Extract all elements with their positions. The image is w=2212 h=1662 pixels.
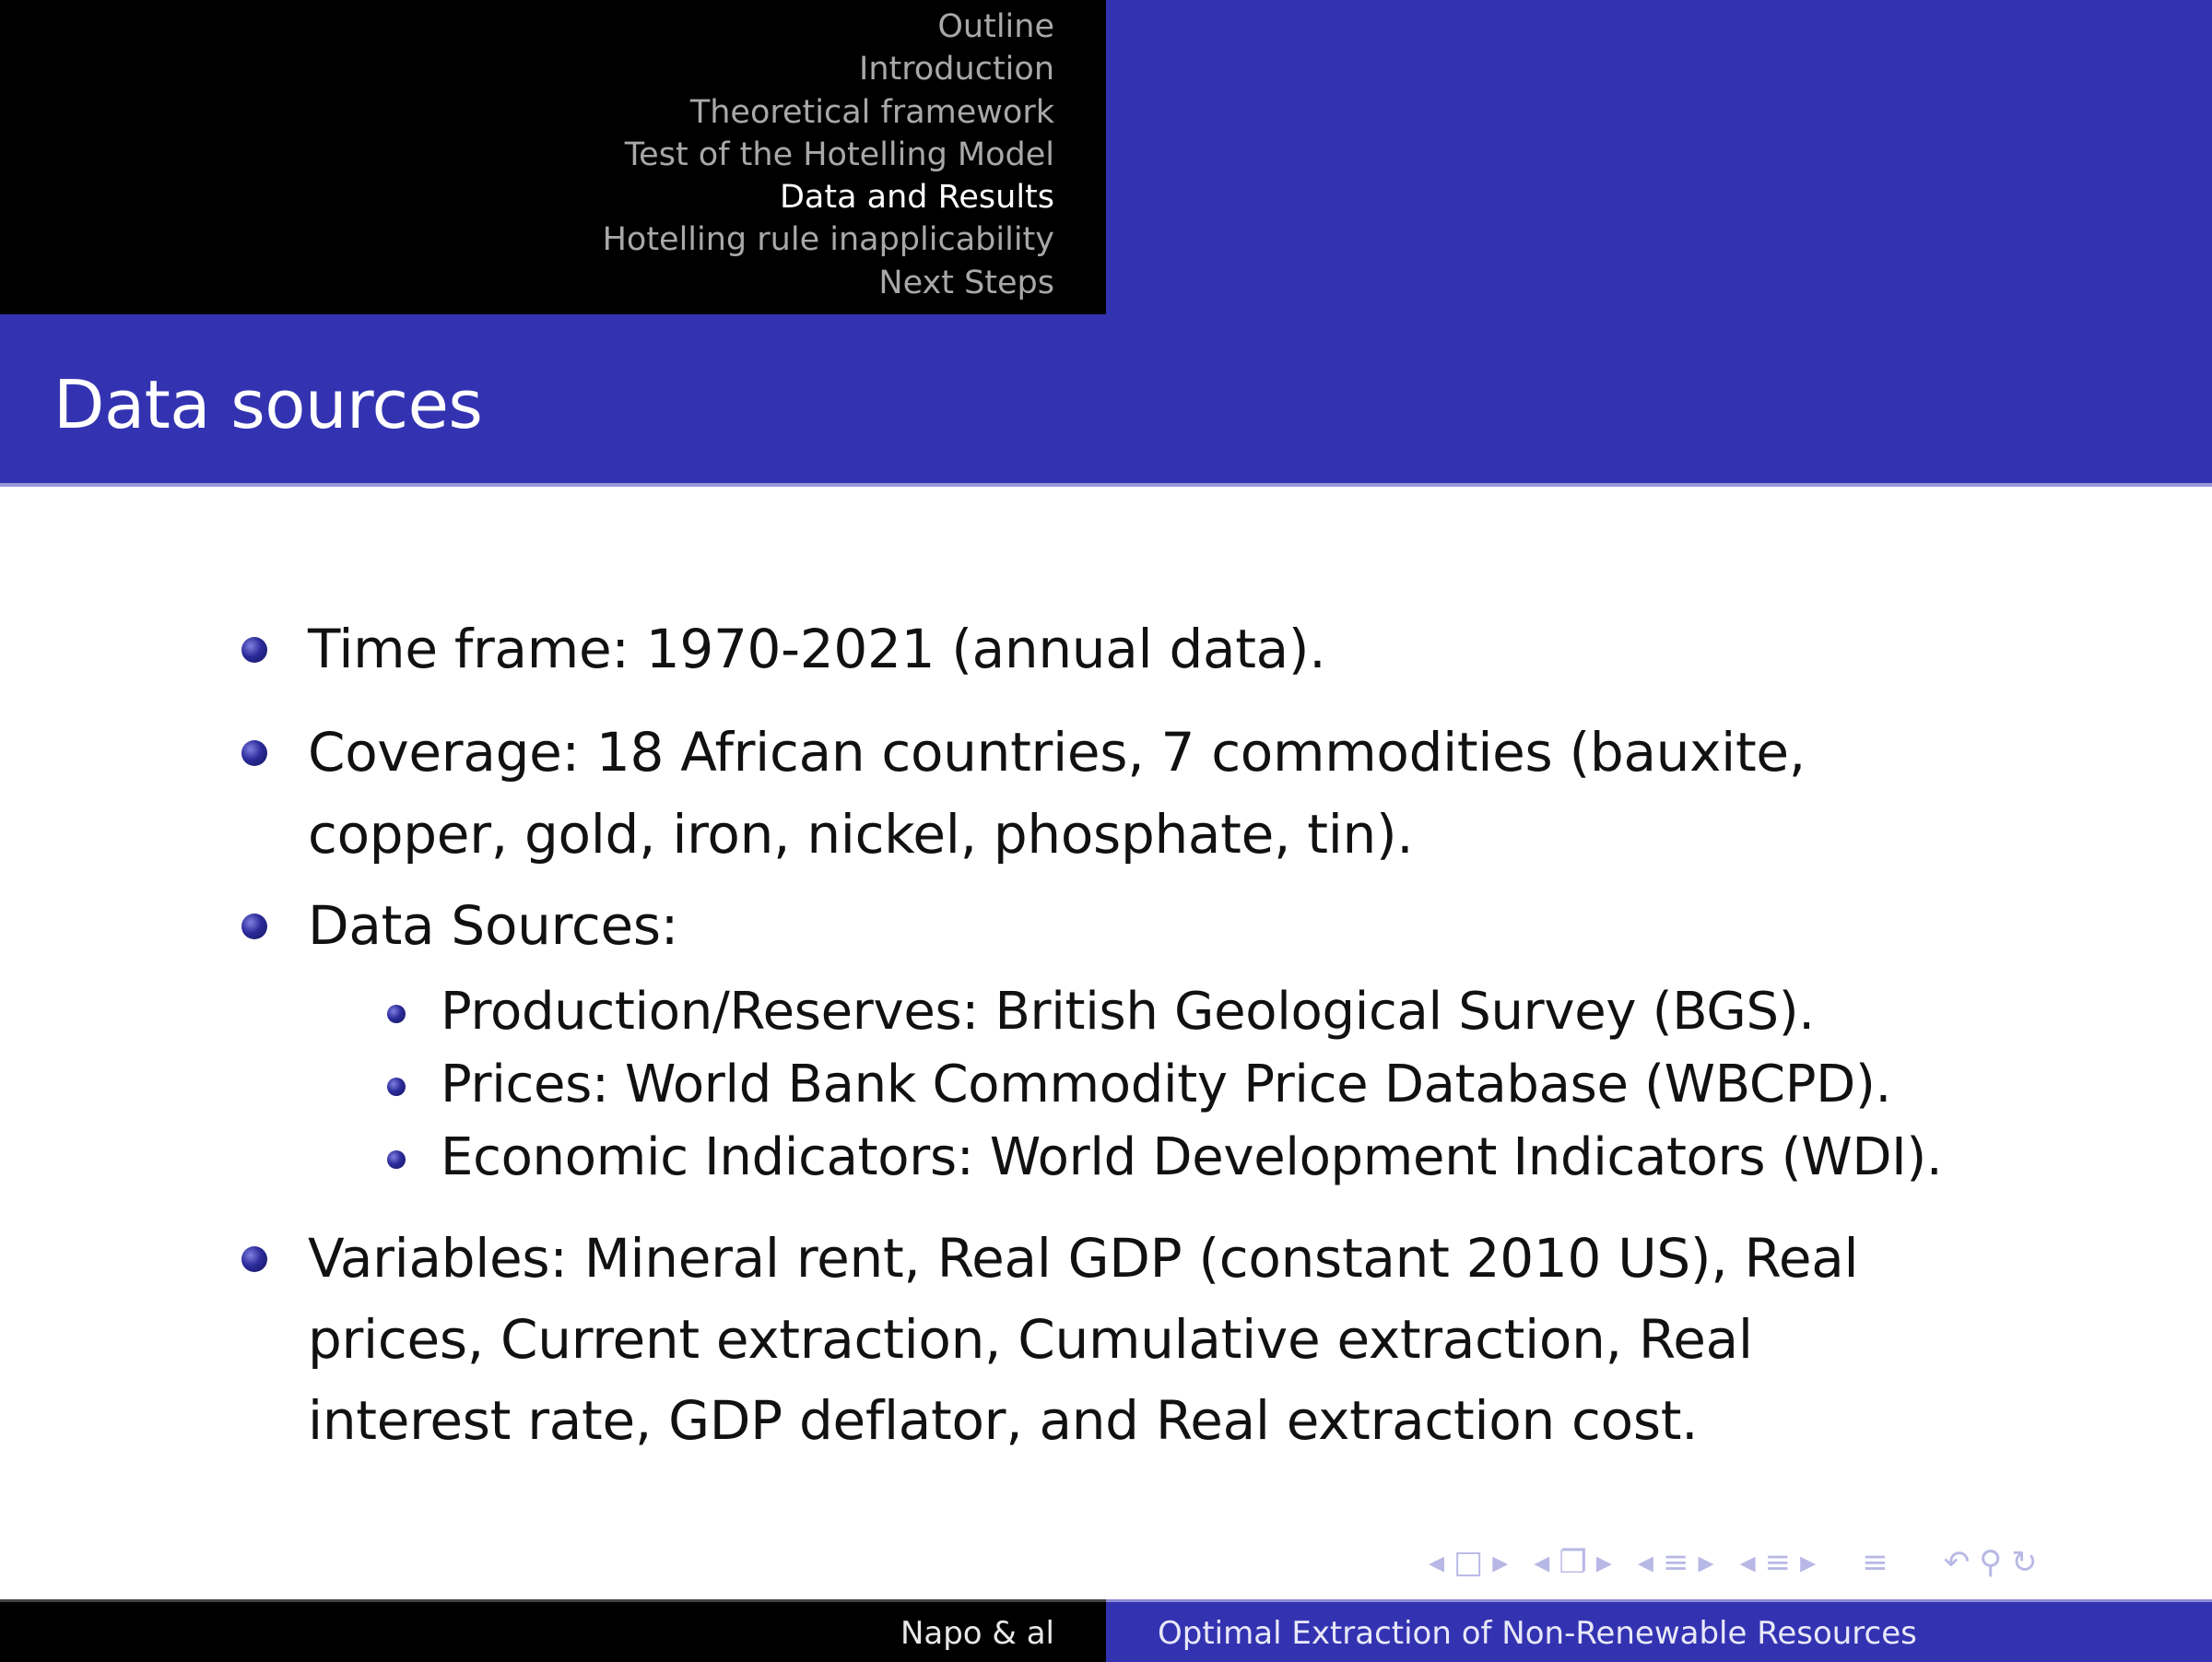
redo-icon[interactable]: ↻ — [2011, 1544, 2038, 1581]
search-icon[interactable]: ⚲ — [1979, 1544, 2003, 1581]
undo-icon[interactable]: ↶ — [1943, 1544, 1971, 1581]
nav-section-introduction[interactable]: Introduction — [859, 51, 1054, 88]
section-icon[interactable]: ≡ — [1663, 1544, 1689, 1581]
nav-section-hotelling-inapplicability[interactable]: Hotelling rule inapplicability — [602, 221, 1054, 259]
bullet-variables-line2: prices, Current extraction, Cumulative extraction, Real — [308, 1308, 1753, 1371]
prev-part-arrow-icon[interactable]: ◂ — [1739, 1544, 1756, 1581]
nav-section-theoretical-framework[interactable]: Theoretical framework — [689, 93, 1054, 131]
section-list — [603, 6, 1054, 304]
next-frame-arrow-icon[interactable]: ▸ — [1492, 1544, 1509, 1581]
next-subsection-arrow-icon[interactable]: ▸ — [1595, 1544, 1612, 1581]
bullet-icon — [241, 1246, 267, 1272]
subsection-icon[interactable]: ❐ — [1559, 1544, 1587, 1581]
subitem-economic-indicators: Economic Indicators: World Development Indicators (WDI). — [441, 1127, 1943, 1187]
subitem-production-reserves: Production/Reserves: British Geological Survey (BGS). — [441, 982, 1815, 1042]
footer-title-box — [1106, 1599, 2212, 1662]
next-part-arrow-icon[interactable]: ▸ — [1800, 1544, 1817, 1581]
bullet-time-frame: Time frame: 1970-2021 (annual data). — [308, 618, 1326, 680]
bullet-variables-line3: interest rate, GDP deflator, and Real extraction cost. — [308, 1389, 1699, 1452]
bullet-icon — [241, 637, 267, 663]
bullet-icon — [241, 914, 267, 939]
frame-icon[interactable]: □ — [1453, 1544, 1484, 1581]
prev-subsection-arrow-icon[interactable]: ◂ — [1534, 1544, 1550, 1581]
bullet-icon — [241, 740, 267, 766]
footer-title: Optimal Extraction of Non-Renewable Resources — [1158, 1615, 1917, 1652]
part-icon[interactable]: ≡ — [1764, 1544, 1792, 1581]
frame-title-bar — [0, 314, 2212, 487]
sub-bullet-icon — [387, 1150, 406, 1169]
beamer-navigation-symbols — [1429, 1544, 2047, 1581]
section-navigation — [0, 0, 1106, 314]
prev-section-arrow-icon[interactable]: ◂ — [1637, 1544, 1653, 1581]
sub-bullet-icon — [387, 1078, 406, 1096]
subitem-prices: Prices: World Bank Commodity Price Database (WBCPD). — [441, 1055, 1892, 1114]
prev-frame-arrow-icon[interactable]: ◂ — [1429, 1544, 1445, 1581]
nav-section-data-results[interactable]: Data and Results — [779, 179, 1054, 217]
bullet-variables-line1: Variables: Mineral rent, Real GDP (constant 2010 US), Real — [308, 1227, 1859, 1290]
bullet-coverage-line2: copper, gold, iron, nickel, phosphate, tin). — [308, 803, 1414, 866]
nav-section-next-steps[interactable]: Next Steps — [878, 264, 1054, 301]
bullet-coverage-line1: Coverage: 18 African countries, 7 commodities (bauxite, — [308, 721, 1806, 784]
slide-title: Data sources — [53, 366, 483, 443]
footer-author-box — [0, 1599, 1106, 1662]
nav-section-test-hotelling[interactable]: Test of the Hotelling Model — [624, 136, 1054, 173]
footer-author: Napo & al — [900, 1615, 1054, 1652]
next-section-arrow-icon[interactable]: ▸ — [1698, 1544, 1714, 1581]
align-icon[interactable]: ≡ — [1862, 1544, 1888, 1581]
nav-section-outline[interactable]: Outline — [937, 8, 1054, 45]
bullet-data-sources: Data Sources: — [308, 894, 678, 957]
sub-bullet-icon — [387, 1005, 406, 1023]
